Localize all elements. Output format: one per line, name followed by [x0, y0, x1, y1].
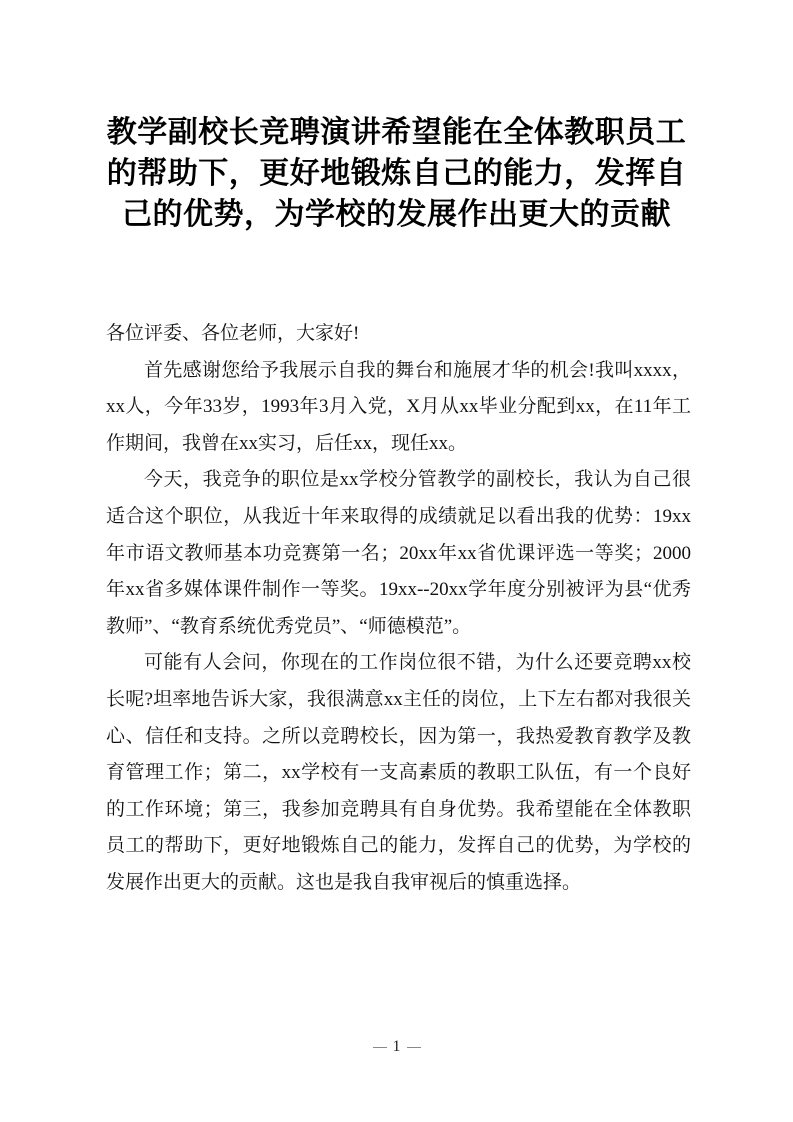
greeting: 各位评委、各位老师，大家好!	[106, 323, 360, 344]
document-body	[106, 316, 691, 902]
dash-left	[373, 1047, 387, 1048]
paragraph-achievements: 今天，我竞争的职位是xx学校分管教学的副校长，我认为自己很适合这个职位，从我近十年来取得的成绩就足以看出我的优势：19xx年市语文教师基本功竞赛第一名；20xx年xx省优课评选一等奖；2000年xx省多媒体课件制作一等奖。19xx--20xx学年度分别被评为县“优秀教师”、“教育系统优秀党员”、“师德模范”。	[106, 469, 691, 637]
paragraph-motivation: 可能有人会问，你现在的工作岗位很不错，为什么还要竞聘xx校长呢?坦率地告诉大家，我很满意xx主任的岗位，上下左右都对我很关心、信任和支持。之所以竞聘校长，因为第一，我热爱教育教学及教育管理工作；第二，xx学校有一支高素质的教职工队伍，有一个良好的工作环境；第三，我参加竞聘具有自身优势。我希望能在全体教职员工的帮助下，更好地锻炼自己的能力，发挥自己的优势，为学校的发展作出更大的贡献。这也是我自我审视后的慎重选择。	[106, 652, 691, 893]
page-footer	[0, 1038, 793, 1056]
page-number: 1	[392, 1038, 401, 1055]
paragraph-introduction: 首先感谢您给予我展示自我的舞台和施展才华的机会!我叫xxxx，xx人，今年33岁，1993年3月入党，X月从xx毕业分配到xx，在11年工作期间，我曾在xx实习，后任xx，现任xx。	[106, 359, 691, 454]
document-title: 教学副校长竞聘演讲希望能在全体教职员工的帮助下，更好地锻炼自己的能力，发挥自己的优势，为学校的发展作出更大的贡献	[106, 115, 687, 232]
dash-right	[407, 1047, 421, 1048]
